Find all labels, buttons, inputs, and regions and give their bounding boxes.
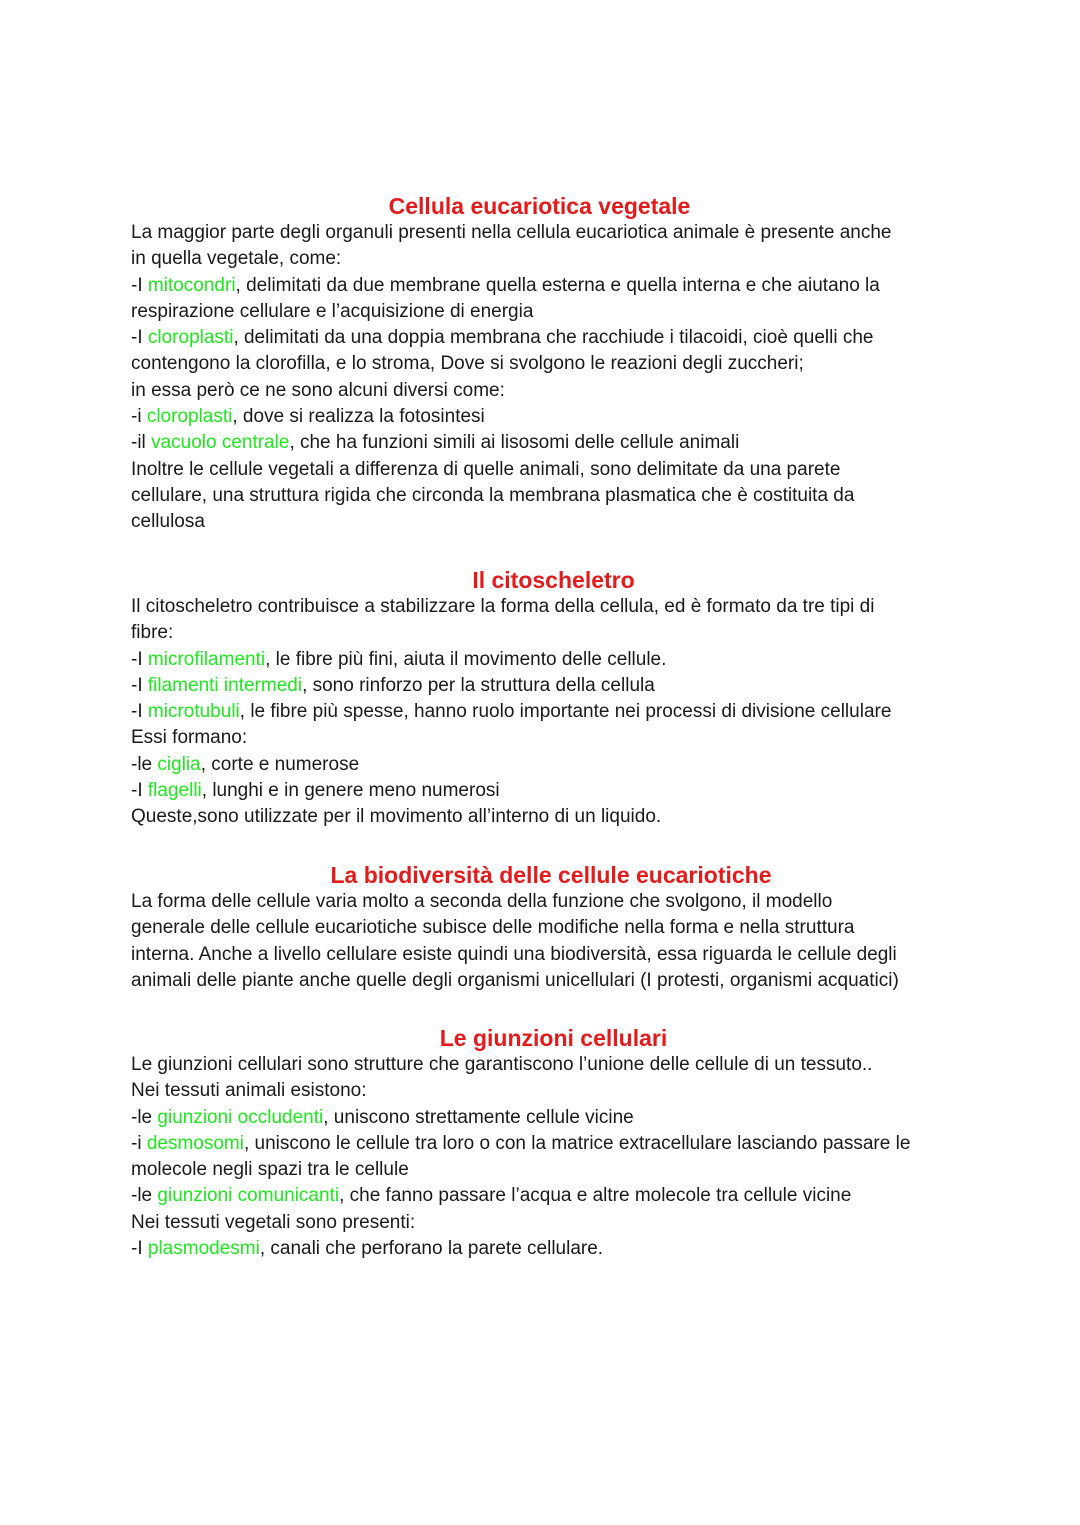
section-biodiversita xyxy=(131,861,961,994)
text-line xyxy=(131,889,961,915)
text-line xyxy=(131,752,961,778)
highlighted-term: desmosomi xyxy=(146,1132,244,1154)
text-line xyxy=(131,1157,961,1183)
text-segment: -i xyxy=(131,406,147,428)
text-segment: , delimitati da una doppia membrana che racchiude i tilacoidi, cioè quelli che xyxy=(233,327,874,349)
highlighted-term: ciglia xyxy=(157,753,201,775)
text-line xyxy=(131,647,961,673)
text-segment: , sono rinforzo per la struttura della cellula xyxy=(302,674,655,696)
text-line xyxy=(131,404,961,430)
text-line xyxy=(131,325,961,351)
highlighted-term: filamenti intermedi xyxy=(147,674,303,696)
text-segment: cellulare, una struttura rigida che circonda la membrana plasmatica che è costituita da xyxy=(131,484,855,506)
highlighted-term: microfilamenti xyxy=(147,648,266,670)
text-segment: , uniscono le cellule tra loro o con la matrice extracellulare lasciando passare le xyxy=(243,1132,911,1154)
section-body xyxy=(131,594,961,831)
highlighted-term: plasmodesmi xyxy=(147,1238,260,1260)
section-heading: Le giunzioni cellulari xyxy=(439,1025,668,1051)
text-line xyxy=(131,299,961,325)
text-line xyxy=(131,430,961,456)
text-segment: La maggior parte degli organuli presenti nella cellula eucariotica animale è presente anche xyxy=(131,222,892,243)
text-line xyxy=(131,968,961,994)
text-line xyxy=(131,942,961,968)
highlighted-term: microtubuli xyxy=(147,701,240,723)
text-segment: -I xyxy=(131,648,148,670)
text-segment: -I xyxy=(131,274,148,296)
section-citoscheletro xyxy=(131,566,961,831)
section-body xyxy=(131,220,961,536)
text-segment: , che ha funzioni simili ai lisosomi delle cellule animali xyxy=(289,432,740,454)
text-segment: respirazione cellulare e l’acquisizione di energia xyxy=(131,300,534,322)
text-segment: Il citoscheletro contribuisce a stabilizzare la forma della cellula, ed è formato da tre tipi di xyxy=(131,596,875,617)
text-line xyxy=(131,620,961,646)
text-line xyxy=(131,778,961,804)
highlighted-term: flagelli xyxy=(147,780,202,802)
text-segment: Inoltre le cellule vegetali a differenza di quelle animali, sono delimitate da una parete xyxy=(131,458,841,480)
text-segment: -I xyxy=(131,327,148,349)
text-segment: , lunghi e in genere meno numerosi xyxy=(201,780,500,802)
section-heading: Cellula eucariotica vegetale xyxy=(388,193,691,219)
highlighted-term: giunzioni occludenti xyxy=(157,1106,324,1128)
text-segment: contengono la clorofilla, e lo stroma, Dove si svolgono le reazioni degli zuccheri; xyxy=(131,353,804,375)
section-cellula-eucariotica-vegetale xyxy=(131,192,961,536)
text-segment: generale delle cellule eucariotiche subisce delle modifiche nella forma e nella struttura xyxy=(131,917,855,939)
highlighted-term: cloroplasti xyxy=(147,327,234,349)
text-segment: -le xyxy=(131,1185,158,1207)
text-line xyxy=(131,594,961,620)
text-line xyxy=(131,1210,961,1236)
text-segment: Queste,sono utilizzate per il movimento all’interno di un liquido. xyxy=(131,806,662,828)
text-line xyxy=(131,1183,961,1209)
text-line xyxy=(131,378,961,404)
text-segment: -I xyxy=(131,674,148,696)
text-segment: -le xyxy=(131,753,158,775)
section-body xyxy=(131,1052,961,1262)
text-line xyxy=(131,725,961,751)
text-segment: -le xyxy=(131,1106,158,1128)
text-line xyxy=(131,804,961,830)
text-segment: , canali che perforano la parete cellulare. xyxy=(259,1238,604,1260)
text-segment: Essi formano: xyxy=(131,727,248,749)
text-line xyxy=(131,699,961,725)
text-segment: , le fibre più spesse, hanno ruolo importante nei processi di divisione cellulare xyxy=(239,701,892,723)
text-segment: molecole negli spazi tra le cellule xyxy=(131,1159,409,1181)
text-line xyxy=(131,915,961,941)
text-line xyxy=(131,220,961,246)
text-segment: in essa però ce ne sono alcuni diversi come: xyxy=(131,379,505,401)
text-segment: fibre: xyxy=(131,622,174,644)
highlighted-term: cloroplasti xyxy=(146,406,233,428)
text-line xyxy=(131,351,961,377)
highlighted-term: giunzioni comunicanti xyxy=(157,1185,340,1207)
text-segment: , dove si realizza la fotosintesi xyxy=(232,406,485,428)
text-segment: , delimitati da due membrane quella esterna e quella interna e che aiutano la xyxy=(235,274,880,296)
text-line xyxy=(131,509,961,535)
section-giunzioni-cellulari xyxy=(131,1024,961,1262)
text-line xyxy=(131,1236,961,1262)
text-line xyxy=(131,1105,961,1131)
text-segment: , le fibre più fini, aiuta il movimento delle cellule. xyxy=(265,648,667,670)
text-segment: -I xyxy=(131,1238,148,1260)
text-line xyxy=(131,246,961,272)
text-line xyxy=(131,673,961,699)
text-line xyxy=(131,1131,961,1157)
highlighted-term: mitocondri xyxy=(147,274,236,296)
text-segment: Le giunzioni cellulari sono strutture che garantiscono l’unione delle cellule di un tessuto.. xyxy=(131,1054,873,1075)
text-segment: in quella vegetale, come: xyxy=(131,248,342,270)
text-segment: -I xyxy=(131,780,148,802)
text-segment: -il xyxy=(131,432,152,454)
text-segment: , corte e numerose xyxy=(200,753,360,775)
text-segment: -I xyxy=(131,701,148,723)
text-line xyxy=(131,273,961,299)
text-line xyxy=(131,1078,961,1104)
text-segment: , che fanno passare l’acqua e altre molecole tra cellule vicine xyxy=(339,1185,852,1207)
text-line xyxy=(131,457,961,483)
text-line xyxy=(131,483,961,509)
text-segment: cellulosa xyxy=(131,511,205,533)
text-segment: -i xyxy=(131,1132,147,1154)
text-segment: animali delle piante anche quelle degli organismi unicellulari (I protesti, organismi acquatici) xyxy=(131,969,899,991)
text-segment: Nei tessuti vegetali sono presenti: xyxy=(131,1211,416,1233)
highlighted-term: vacuolo centrale xyxy=(151,432,290,454)
text-segment: Nei tessuti animali esistono: xyxy=(131,1080,367,1102)
section-heading: Il citoscheletro xyxy=(472,567,635,593)
text-segment: interna. Anche a livello cellulare esiste quindi una biodiversità, essa riguarda le cellule degli xyxy=(131,943,897,965)
text-line xyxy=(131,1052,961,1078)
section-body xyxy=(131,889,961,994)
text-segment: , uniscono strettamente cellule vicine xyxy=(323,1106,634,1128)
section-heading: La biodiversità delle cellule eucariotiche xyxy=(330,862,772,888)
text-segment: La forma delle cellule varia molto a seconda della funzione che svolgono, il modello xyxy=(131,891,833,912)
